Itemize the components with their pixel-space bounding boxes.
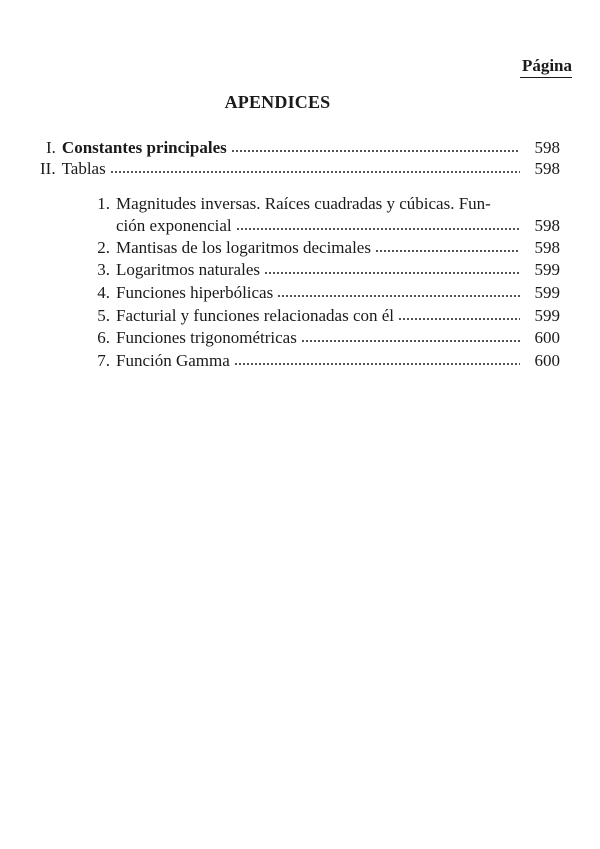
leader-dots bbox=[301, 329, 520, 343]
toc-entry-tablas[interactable] bbox=[40, 158, 560, 180]
toc-subentry-title: Logaritmos naturales bbox=[116, 260, 260, 279]
toc-subentry-number: 1. bbox=[97, 194, 110, 213]
toc-subentry-title: Funciones hiperbólicas bbox=[116, 283, 274, 302]
toc-subentry-title-continued: ción exponencial bbox=[116, 216, 232, 235]
toc-entry-title: Constantes principales bbox=[61, 138, 227, 157]
toc-subentry-page: 599 bbox=[534, 260, 560, 279]
leader-dots bbox=[234, 352, 520, 366]
toc-subentry-title: Mantisas de los logaritmos decimales bbox=[116, 238, 371, 257]
leader-dots bbox=[264, 261, 520, 275]
toc-subentry-7[interactable] bbox=[88, 350, 560, 372]
toc-subentry-2[interactable] bbox=[88, 237, 560, 259]
leader-dots bbox=[277, 284, 520, 298]
toc-subentry-page: 600 bbox=[534, 351, 560, 370]
leader-dots bbox=[375, 239, 520, 253]
toc-subentry-page: 598 bbox=[534, 238, 560, 257]
leader-dots bbox=[231, 139, 520, 153]
toc-subentry-page: 599 bbox=[534, 283, 560, 302]
toc-entry-page: 598 bbox=[534, 138, 560, 157]
toc-subentry-title: Magnitudes inversas. Raíces cuadradas y cúbicas. Fun- bbox=[116, 194, 491, 213]
leader-dots bbox=[110, 160, 520, 174]
section-title: APENDICES bbox=[224, 92, 331, 112]
toc-entry-constantes[interactable] bbox=[46, 137, 560, 159]
toc-entry-title: Tablas bbox=[61, 159, 106, 178]
toc-subentry-5[interactable] bbox=[88, 305, 560, 327]
toc-subentry-title: Facturial y funciones relacionadas con él bbox=[116, 306, 395, 325]
toc-subentry-page: 599 bbox=[534, 306, 560, 325]
toc-subentry-title: Función Gamma bbox=[116, 351, 230, 370]
toc-subentry-number: 5. bbox=[97, 306, 110, 325]
toc-subentry-number: 4. bbox=[97, 283, 110, 302]
toc-entry-number: I. bbox=[46, 138, 56, 157]
toc-subentry-number: 6. bbox=[97, 328, 110, 347]
toc-subentry-4[interactable] bbox=[88, 282, 560, 304]
page-column-header: Página bbox=[520, 56, 572, 78]
toc-entry-number: II. bbox=[40, 159, 56, 178]
toc-subentry-title: Funciones trigonométricas bbox=[116, 328, 297, 347]
toc-subentry-number: 3. bbox=[97, 260, 110, 279]
toc-subentry-page: 598 bbox=[534, 216, 560, 235]
toc-subentry-page: 600 bbox=[534, 328, 560, 347]
toc-subentry-number: 7. bbox=[97, 351, 110, 370]
toc-subentry-1-line1[interactable] bbox=[88, 193, 491, 215]
toc-subentry-3[interactable] bbox=[88, 259, 560, 281]
toc-entry-page: 598 bbox=[534, 159, 560, 178]
toc-subentry-1-line2[interactable] bbox=[116, 215, 560, 237]
leader-dots bbox=[236, 217, 520, 231]
toc-subentry-6[interactable] bbox=[88, 327, 560, 349]
leader-dots bbox=[398, 307, 520, 321]
toc-subentry-number: 2. bbox=[97, 238, 110, 257]
